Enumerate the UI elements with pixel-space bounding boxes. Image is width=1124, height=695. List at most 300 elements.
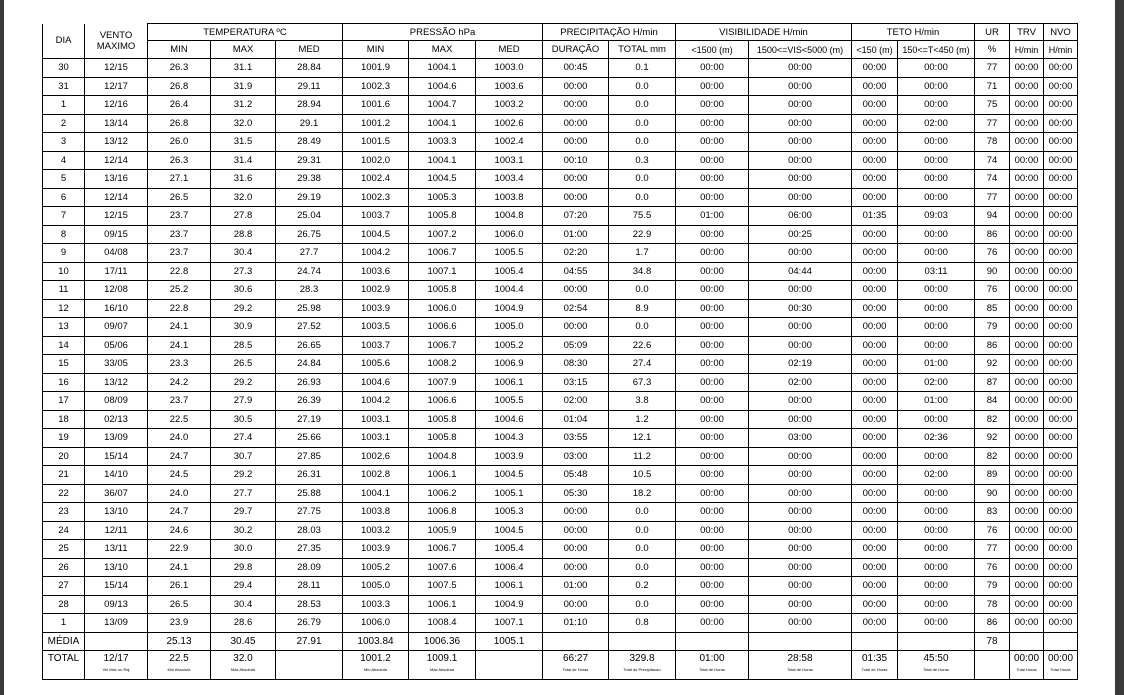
cell-temp-max: 30.7 [211,447,276,466]
total-value: 329.8 [629,652,655,664]
media-teto-range [898,632,975,650]
cell-temp-max: 28.8 [211,225,276,244]
cell-pres-min: 1003.3 [343,595,409,614]
cell-temp-med: 25.88 [276,484,343,503]
cell-teto-lt150: 00:00 [852,188,898,207]
cell-vis-lt1500: 00:00 [676,392,749,411]
cell-teto-range: 00:00 [898,59,975,78]
cell-dia: 7 [43,207,85,226]
cell-ur: 79 [975,577,1010,596]
header-ur: UR [975,24,1010,41]
cell-dia: 8 [43,225,85,244]
cell-teto-lt150: 00:00 [852,521,898,540]
media-pres-min: 1003.84 [343,632,409,650]
cell-dia: 26 [43,558,85,577]
cell-temp-med: 24.84 [276,355,343,374]
table-row [43,595,1078,614]
table-row [43,521,1078,540]
cell-vis-range: 00:00 [749,410,852,429]
total-note: Total Horas [1016,666,1037,672]
cell-pres-med: 1002.6 [476,114,543,133]
cell-vento-maximo: 33/05 [85,355,148,374]
cell-pres-min: 1003.7 [343,336,409,355]
cell-vis-range: 00:25 [749,225,852,244]
cell-teto-range: 02:36 [898,429,975,448]
cell-ur: 77 [975,540,1010,559]
cell-temp-min: 24.7 [148,503,211,522]
table-row [43,540,1078,559]
cell-ur: 74 [975,170,1010,189]
cell-temp-med: 25.04 [276,207,343,226]
total-note: Total de Horas [699,666,725,672]
total-note: Total de Precipitacao [623,666,661,672]
cell-pres-min: 1005.2 [343,558,409,577]
cell-teto-range: 00:00 [898,151,975,170]
cell-teto-lt150: 00:00 [852,96,898,115]
cell-pres-med: 1005.4 [476,540,543,559]
cell-vento-maximo: 09/15 [85,225,148,244]
cell-precip-duracao: 01:10 [543,614,609,633]
cell-temp-min: 24.1 [148,318,211,337]
cell-dia: 19 [43,429,85,448]
cell-pres-min: 1002.6 [343,447,409,466]
total-ur [975,650,1010,679]
cell-temp-max: 32.0 [211,114,276,133]
cell-pres-min: 1001.6 [343,96,409,115]
cell-pres-min: 1003.7 [343,207,409,226]
cell-trv: 00:00 [1010,410,1044,429]
cell-temp-med: 28.49 [276,133,343,152]
cell-dia: 6 [43,188,85,207]
cell-teto-range: 00:00 [898,299,975,318]
cell-pres-max: 1007.2 [409,225,476,244]
cell-trv: 00:00 [1010,577,1044,596]
total-value: 01:35 [861,652,888,664]
cell-ur: 71 [975,77,1010,96]
cell-vento-maximo: 13/10 [85,558,148,577]
total-value: 1001.2 [360,652,391,664]
cell-nvo: 00:00 [1044,77,1078,96]
cell-pres-med: 1007.1 [476,614,543,633]
cell-vis-lt1500: 00:00 [676,540,749,559]
total-value: 45:50 [923,652,949,664]
cell-precip-total: 22.9 [609,225,676,244]
cell-dia: 5 [43,170,85,189]
cell-pres-med: 1005.3 [476,503,543,522]
cell-pres-max: 1006.8 [409,503,476,522]
cell-temp-min: 26.1 [148,577,211,596]
cell-vis-range: 03:00 [749,429,852,448]
cell-temp-max: 28.5 [211,336,276,355]
cell-precip-total: 0.0 [609,318,676,337]
cell-trv: 00:00 [1010,151,1044,170]
cell-dia: 4 [43,151,85,170]
total-value: 00:00 [1047,652,1074,664]
header-pres-med: MED [476,41,543,59]
cell-pres-max: 1004.8 [409,447,476,466]
cell-temp-med: 28.94 [276,96,343,115]
cell-precip-duracao: 00:00 [543,133,609,152]
header-ur-unit: % [975,41,1010,59]
cell-teto-lt150: 00:00 [852,244,898,263]
cell-teto-range: 02:00 [898,373,975,392]
cell-ur: 92 [975,429,1010,448]
cell-vis-range: 00:00 [749,170,852,189]
cell-temp-max: 27.7 [211,484,276,503]
cell-dia: 31 [43,77,85,96]
cell-vis-range: 00:00 [749,466,852,485]
cell-temp-min: 23.7 [148,392,211,411]
media-vis-range [749,632,852,650]
cell-nvo: 00:00 [1044,188,1078,207]
cell-temp-max: 31.6 [211,170,276,189]
media-row [43,632,1078,650]
cell-temp-med: 29.11 [276,77,343,96]
cell-dia: 13 [43,318,85,337]
header-vis-range: 1500<=VIS<5000 (m) [749,41,852,59]
cell-precip-total: 11.2 [609,447,676,466]
cell-temp-min: 26.8 [148,114,211,133]
cell-ur: 74 [975,151,1010,170]
cell-trv: 00:00 [1010,225,1044,244]
cell-pres-min: 1002.0 [343,151,409,170]
cell-temp-max: 30.5 [211,410,276,429]
table-row [43,207,1078,226]
cell-temp-min: 23.7 [148,225,211,244]
cell-ur: 77 [975,188,1010,207]
cell-vis-range: 02:00 [749,373,852,392]
total-vento-maximo [85,650,148,679]
header-temp-max: MAX [211,41,276,59]
header-precipitacao: PRECIPITAÇÃO H/min [543,24,676,41]
total-value: 28:58 [787,652,813,664]
cell-precip-duracao: 05:09 [543,336,609,355]
cell-vis-range: 00:00 [749,540,852,559]
cell-teto-range: 00:00 [898,558,975,577]
cell-teto-range: 00:00 [898,225,975,244]
cell-pres-min: 1005.6 [343,355,409,374]
cell-teto-range: 01:00 [898,392,975,411]
cell-temp-med: 26.79 [276,614,343,633]
table-row [43,614,1078,633]
cell-precip-total: 27.4 [609,355,676,374]
cell-pres-max: 1004.7 [409,96,476,115]
cell-nvo: 00:00 [1044,96,1078,115]
header-total-mm: TOTAL mm [609,41,676,59]
cell-trv: 00:00 [1010,466,1044,485]
cell-pres-min: 1003.9 [343,540,409,559]
cell-ur: 92 [975,355,1010,374]
cell-temp-min: 22.9 [148,540,211,559]
cell-pres-med: 1006.1 [476,577,543,596]
cell-vis-range: 06:00 [749,207,852,226]
total-note: Total de Horas [923,666,949,672]
cell-precip-duracao: 01:00 [543,225,609,244]
cell-pres-min: 1002.4 [343,170,409,189]
table-row [43,151,1078,170]
cell-pres-min: 1003.5 [343,318,409,337]
cell-temp-med: 28.11 [276,577,343,596]
cell-temp-max: 31.5 [211,133,276,152]
cell-pres-max: 1004.1 [409,114,476,133]
total-label: TOTAL [43,650,85,679]
cell-pres-max: 1005.3 [409,188,476,207]
cell-pres-min: 1003.9 [343,299,409,318]
cell-nvo: 00:00 [1044,170,1078,189]
cell-precip-duracao: 08:30 [543,355,609,374]
cell-teto-range: 00:00 [898,77,975,96]
cell-pres-med: 1004.4 [476,281,543,300]
cell-ur: 89 [975,466,1010,485]
cell-vento-maximo: 09/13 [85,595,148,614]
cell-trv: 00:00 [1010,392,1044,411]
cell-pres-med: 1005.5 [476,392,543,411]
media-temp-med: 27.91 [276,632,343,650]
cell-ur: 87 [975,373,1010,392]
cell-temp-min: 24.7 [148,447,211,466]
cell-teto-lt150: 00:00 [852,484,898,503]
header-teto-range: 150<=T<450 (m) [898,41,975,59]
cell-teto-lt150: 00:00 [852,336,898,355]
table-row [43,410,1078,429]
cell-nvo: 00:00 [1044,318,1078,337]
cell-pres-med: 1004.9 [476,299,543,318]
cell-vento-maximo: 12/14 [85,151,148,170]
cell-precip-duracao: 03:15 [543,373,609,392]
cell-temp-med: 28.84 [276,59,343,78]
cell-pres-max: 1003.3 [409,133,476,152]
cell-vis-range: 00:00 [749,151,852,170]
cell-ur: 86 [975,614,1010,633]
cell-ur: 84 [975,392,1010,411]
cell-precip-duracao: 01:04 [543,410,609,429]
cell-nvo: 00:00 [1044,577,1078,596]
cell-dia: 21 [43,466,85,485]
cell-pres-med: 1006.4 [476,558,543,577]
cell-teto-lt150: 00:00 [852,299,898,318]
header-trv: TRV [1010,24,1044,41]
cell-vis-range: 00:00 [749,484,852,503]
cell-precip-total: 0.0 [609,114,676,133]
cell-pres-max: 1004.1 [409,151,476,170]
cell-ur: 90 [975,484,1010,503]
cell-vis-lt1500: 00:00 [676,96,749,115]
cell-temp-max: 27.4 [211,429,276,448]
total-value: 12/17 [103,652,129,664]
cell-temp-med: 28.09 [276,558,343,577]
header-duracao: DURAÇÃO [543,41,609,59]
total-note: Min Absoluta [364,666,387,672]
cell-precip-duracao: 00:00 [543,540,609,559]
cell-nvo: 00:00 [1044,503,1078,522]
table-row [43,429,1078,448]
cell-vento-maximo: 05/06 [85,336,148,355]
cell-dia: 22 [43,484,85,503]
cell-trv: 00:00 [1010,484,1044,503]
cell-precip-total: 3.8 [609,392,676,411]
cell-temp-min: 23.9 [148,614,211,633]
cell-vis-range: 00:00 [749,336,852,355]
cell-precip-duracao: 00:45 [543,59,609,78]
cell-temp-max: 29.8 [211,558,276,577]
cell-trv: 00:00 [1010,133,1044,152]
table-row [43,373,1078,392]
cell-temp-min: 24.1 [148,558,211,577]
cell-pres-min: 1006.0 [343,614,409,633]
cell-precip-total: 0.0 [609,96,676,115]
cell-pres-med: 1004.9 [476,595,543,614]
table-row [43,170,1078,189]
total-note: Min Absoluta [167,666,191,672]
cell-pres-med: 1005.0 [476,318,543,337]
cell-teto-range: 00:00 [898,614,975,633]
table-footer [43,632,1078,679]
cell-temp-med: 29.19 [276,188,343,207]
total-pres-med [476,650,543,679]
cell-temp-med: 27.75 [276,503,343,522]
cell-vento-maximo: 09/07 [85,318,148,337]
cell-vis-lt1500: 00:00 [676,318,749,337]
cell-vis-lt1500: 00:00 [676,355,749,374]
table-row [43,447,1078,466]
cell-ur: 85 [975,299,1010,318]
cell-temp-max: 31.4 [211,151,276,170]
cell-pres-max: 1008.2 [409,355,476,374]
cell-precip-duracao: 05:30 [543,484,609,503]
cell-pres-min: 1004.5 [343,225,409,244]
cell-ur: 86 [975,336,1010,355]
cell-precip-duracao: 00:10 [543,151,609,170]
cell-teto-lt150: 00:00 [852,355,898,374]
cell-ur: 77 [975,114,1010,133]
climatological-summary-table [42,23,1078,680]
cell-pres-max: 1006.6 [409,318,476,337]
cell-vis-range: 00:00 [749,577,852,596]
cell-vento-maximo: 14/10 [85,466,148,485]
cell-trv: 00:00 [1010,281,1044,300]
cell-vis-lt1500: 00:00 [676,503,749,522]
cell-pres-med: 1003.6 [476,77,543,96]
cell-pres-min: 1003.2 [343,521,409,540]
cell-pres-med: 1004.5 [476,521,543,540]
cell-ur: 76 [975,521,1010,540]
cell-trv: 00:00 [1010,59,1044,78]
cell-teto-lt150: 00:00 [852,114,898,133]
total-value: 22.5 [169,652,189,664]
cell-dia: 27 [43,577,85,596]
total-temp-max [211,650,276,679]
cell-temp-min: 24.6 [148,521,211,540]
viewer-left-border [0,0,4,695]
cell-vis-lt1500: 00:00 [676,521,749,540]
cell-pres-med: 1006.0 [476,225,543,244]
cell-teto-range: 00:00 [898,281,975,300]
cell-vis-range: 00:00 [749,614,852,633]
cell-dia: 24 [43,521,85,540]
total-precip-total [609,650,676,679]
total-value: 00:00 [1013,652,1040,664]
table-row [43,503,1078,522]
cell-temp-max: 27.8 [211,207,276,226]
cell-precip-duracao: 03:55 [543,429,609,448]
cell-pres-max: 1006.7 [409,540,476,559]
cell-temp-max: 29.4 [211,577,276,596]
cell-temp-min: 24.0 [148,429,211,448]
cell-trv: 00:00 [1010,77,1044,96]
cell-precip-duracao: 03:00 [543,447,609,466]
cell-pres-min: 1004.2 [343,244,409,263]
cell-precip-duracao: 02:00 [543,392,609,411]
cell-vento-maximo: 12/15 [85,207,148,226]
cell-vis-lt1500: 00:00 [676,114,749,133]
media-precip-duracao [543,632,609,650]
cell-vento-maximo: 16/10 [85,299,148,318]
cell-teto-lt150: 00:00 [852,429,898,448]
cell-vis-range: 00:00 [749,521,852,540]
total-vis-lt1500 [676,650,749,679]
cell-pres-max: 1007.9 [409,373,476,392]
cell-teto-range: 02:00 [898,114,975,133]
header-temp-min: MIN [148,41,211,59]
cell-dia: 17 [43,392,85,411]
cell-teto-range: 00:00 [898,188,975,207]
header-dia: DIA [43,24,85,59]
cell-precip-total: 0.1 [609,59,676,78]
cell-vis-lt1500: 00:00 [676,484,749,503]
table-body [43,59,1078,633]
cell-vis-lt1500: 00:00 [676,447,749,466]
cell-teto-lt150: 00:00 [852,392,898,411]
cell-temp-min: 23.7 [148,207,211,226]
cell-nvo: 00:00 [1044,595,1078,614]
cell-teto-lt150: 00:00 [852,373,898,392]
total-row [43,650,1078,679]
cell-trv: 00:00 [1010,503,1044,522]
cell-pres-min: 1001.2 [343,114,409,133]
cell-temp-med: 29.31 [276,151,343,170]
cell-temp-max: 27.3 [211,262,276,281]
cell-vento-maximo: 17/11 [85,262,148,281]
table-row [43,392,1078,411]
cell-temp-med: 25.66 [276,429,343,448]
cell-pres-med: 1003.8 [476,188,543,207]
cell-temp-med: 25.98 [276,299,343,318]
media-label: MÉDIA [43,632,85,650]
cell-teto-range: 00:00 [898,503,975,522]
cell-precip-total: 22.6 [609,336,676,355]
cell-vis-lt1500: 00:00 [676,170,749,189]
total-vis-range [749,650,852,679]
cell-pres-max: 1006.6 [409,392,476,411]
cell-teto-range: 00:00 [898,447,975,466]
total-note: Total Horas [1050,666,1071,672]
cell-teto-lt150: 00:00 [852,503,898,522]
cell-temp-max: 30.6 [211,281,276,300]
cell-teto-lt150: 00:00 [852,614,898,633]
cell-vento-maximo: 13/09 [85,614,148,633]
cell-nvo: 00:00 [1044,558,1078,577]
cell-pres-max: 1006.0 [409,299,476,318]
cell-temp-med: 27.7 [276,244,343,263]
table-row [43,281,1078,300]
cell-trv: 00:00 [1010,188,1044,207]
cell-teto-lt150: 00:00 [852,318,898,337]
cell-pres-min: 1002.9 [343,281,409,300]
cell-pres-med: 1003.2 [476,96,543,115]
cell-precip-duracao: 00:00 [543,114,609,133]
cell-pres-max: 1005.9 [409,521,476,540]
media-pres-max: 1006.36 [409,632,476,650]
